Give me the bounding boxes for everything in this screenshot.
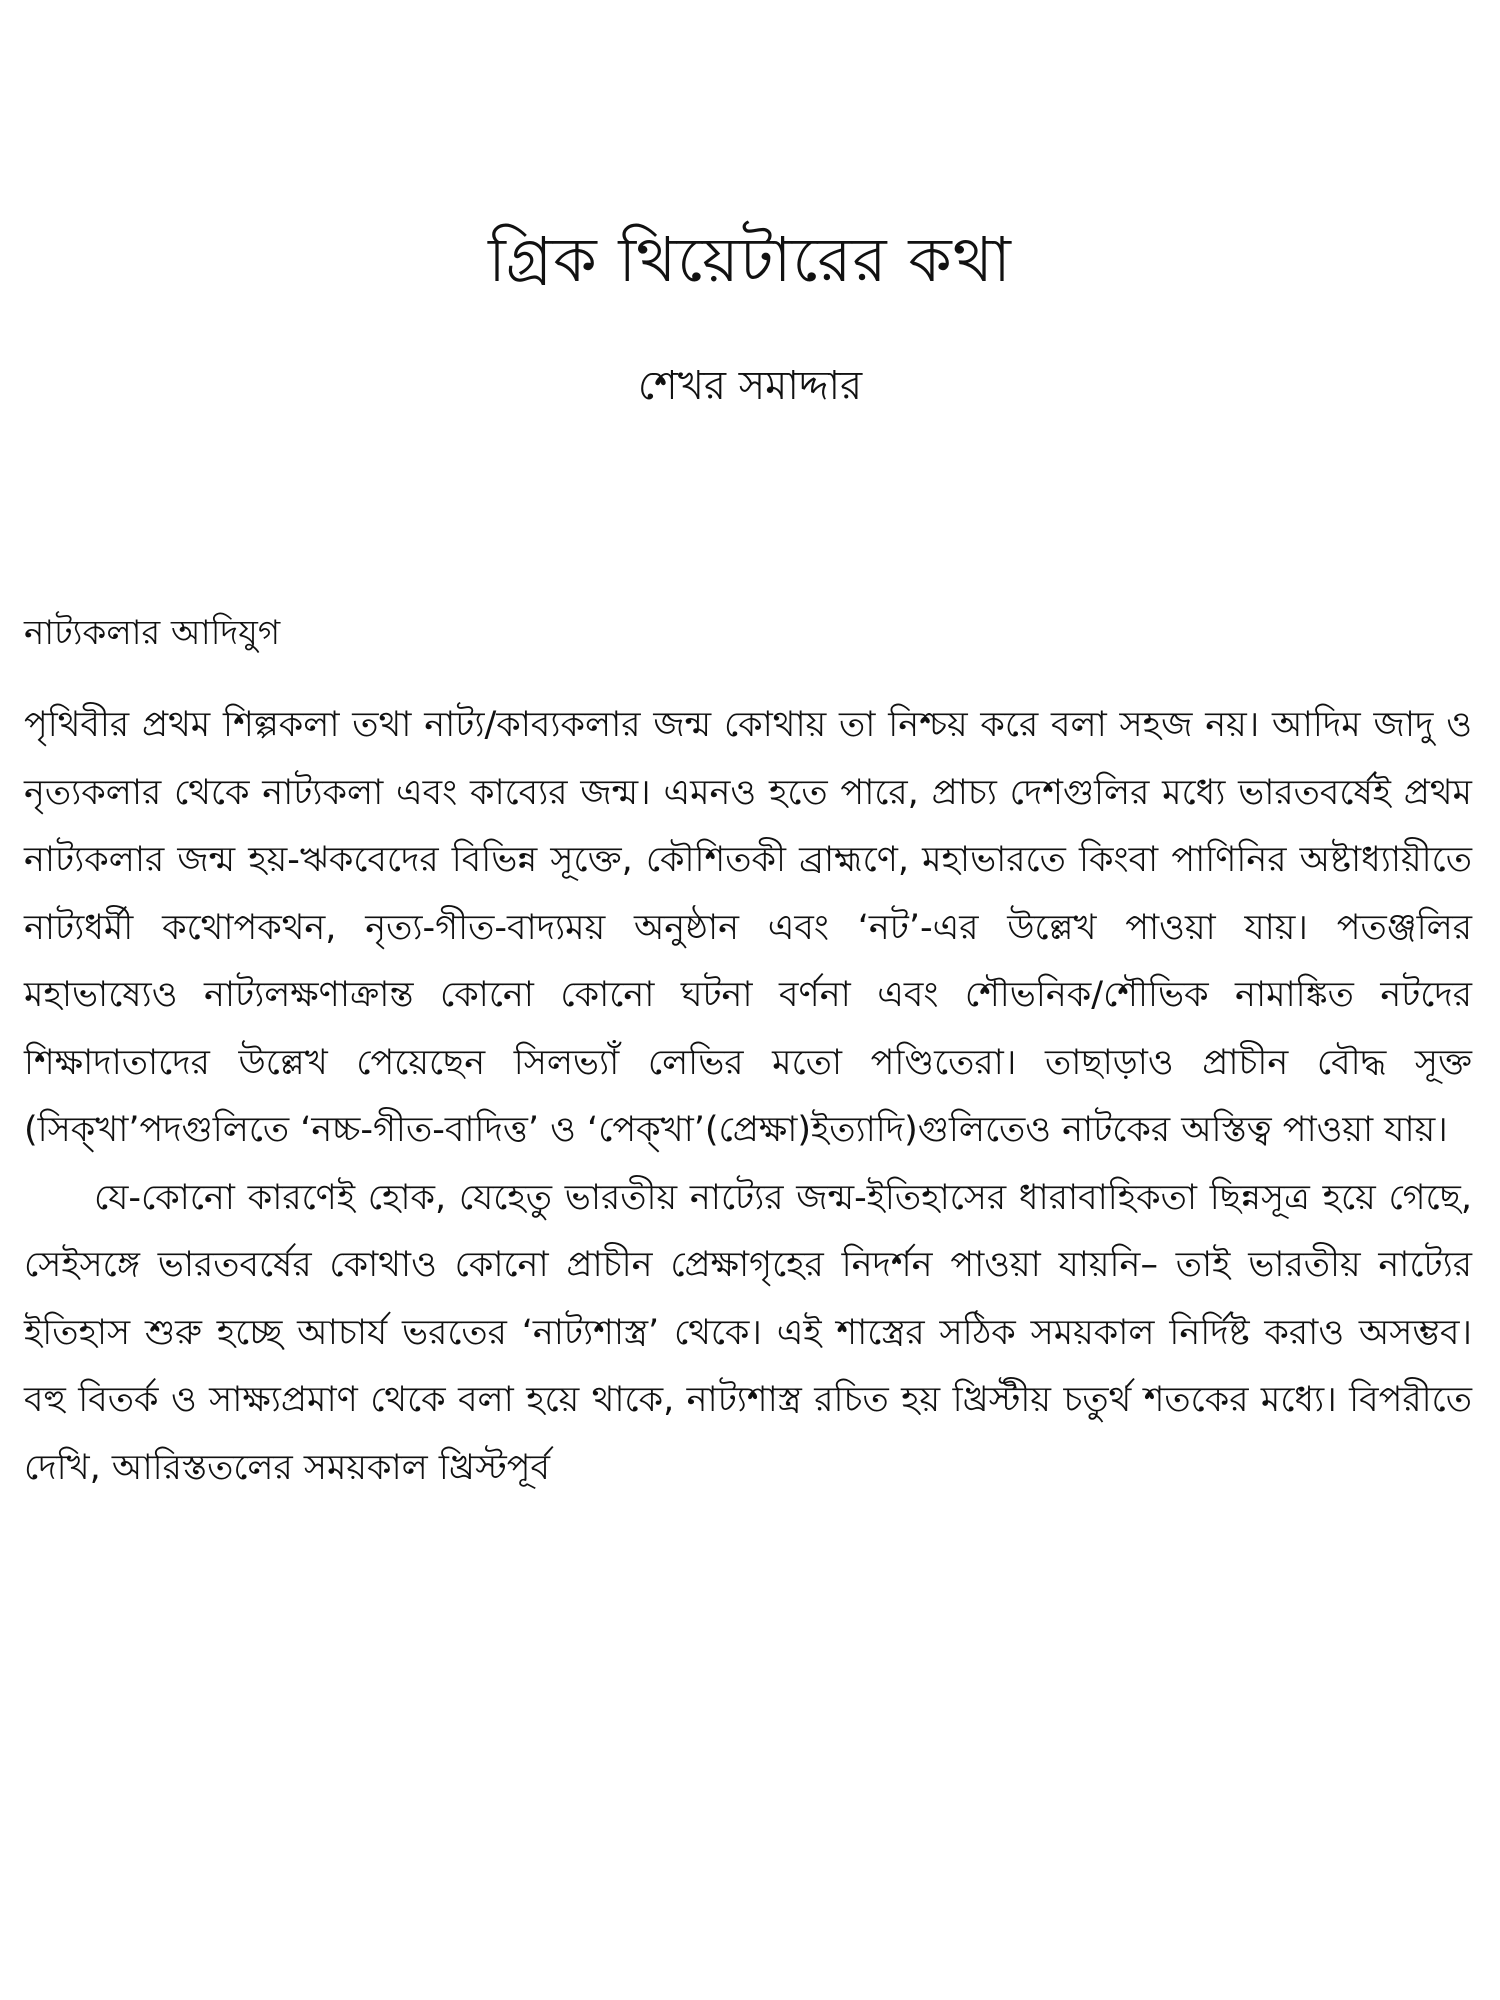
body-text [24,692,1472,1502]
paragraph-1: পৃথিবীর প্রথম শিল্পকলা তথা নাট্য/কাব্যকলার জন্ম কোথায় তা নিশ্চয় করে বলা সহজ নয়। আদিম জাদু ও নৃত্যকলার থেকে নাট্যকলা এবং কাব্যের জন্ম। এমনও হতে পারে, প্রাচ্য দেশগুলির মধ্যে ভারতবর্ষেই প্রথম নাট্যকলার জন্ম হয়-ঋকবেদের বিভিন্ন সূক্তে, কৌশিতকী ব্রাহ্মণে, মহাভারতে কিংবা পাণিনির অষ্টাধ্যায়ীতে নাট্যধর্মী কথোপকথন, নৃত্য-গীত-বাদ্যময় অনুষ্ঠান এবং ‘নট’-এর উল্লেখ পাওয়া যায়। পতঞ্জলির মহাভাষ্যেও নাট্যলক্ষণাক্রান্ত কোনো কোনো ঘটনা বর্ণনা এবং শৌভনিক/শৌভিক নামাঙ্কিত নটদের শিক্ষাদাতাদের উল্লেখ পেয়েছেন সিলভ্যাঁ লেভির মতো পণ্ডিতেরা। তাছাড়াও প্রাচীন বৌদ্ধ সূক্ত (সিক্‌খা’পদগুলিতে ‘নচ্চ-গীত-বাদিত্ত’ ও ‘পেক্‌খা’(প্রেক্ষা)ইত্যাদি)গুলিতেও নাটকের অস্তিত্ব পাওয়া যায়। [24,705,1472,1150]
section-heading: নাট্যকলার আদিযুগ [24,613,281,653]
document-author: শেখর সমাদ্দার [637,363,863,409]
document-title: গ্রিক থিয়েটারের কথা [488,223,1012,296]
paragraph-2: যে-কোনো কারণেই হোক, যেহেতু ভারতীয় নাট্যের জন্ম-ইতিহাসের ধারাবাহিকতা ছিন্নসূত্র হয়ে গেছে, সেইসঙ্গে ভারতবর্ষের কোথাও কোনো প্রাচীন প্রেক্ষাগৃহের নিদর্শন পাওয়া যায়নি– তাই ভারতীয় নাট্যের ইতিহাস শুরু হচ্ছে আচার্য ভরতের ‘নাট্যশাস্ত্র’ থেকে। এই শাস্ত্রের সঠিক সময়কাল নির্দিষ্ট করাও অসম্ভব। বহু বিতর্ক ও সাক্ষ্যপ্রমাণ থেকে বলা হয়ে থাকে, নাট্যশাস্ত্র রচিত হয় খ্রিস্টীয় চতুর্থ শতকের মধ্যে। বিপরীতে দেখি, আরিস্ততলের সময়কাল খ্রিস্টপূর্ব [24,1177,1472,1488]
